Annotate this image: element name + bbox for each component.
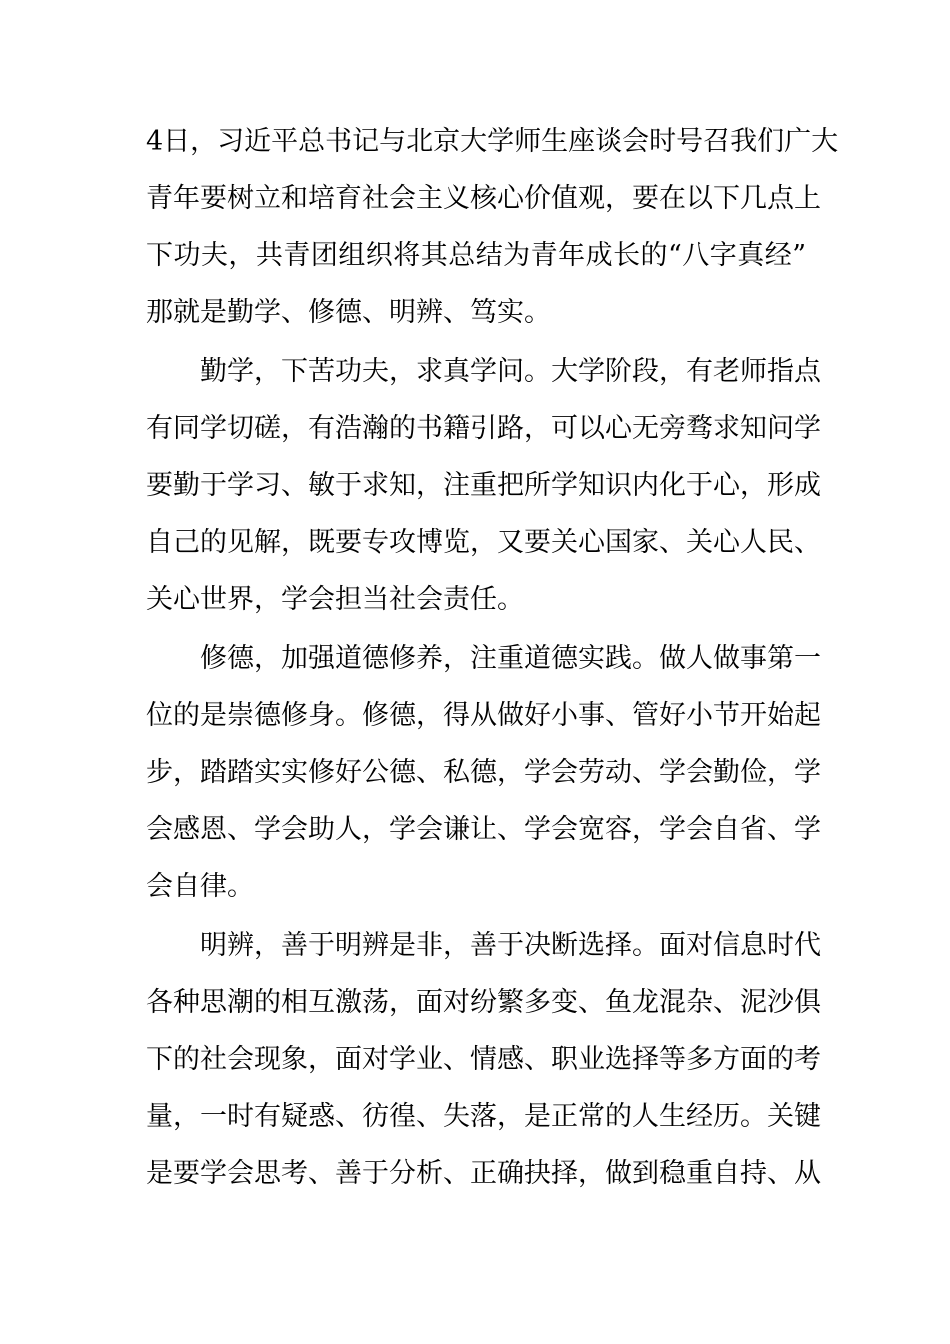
text-line: 下功夫，共青团组织将其总结为青年成长的“八字真经” (146, 240, 806, 271)
text-line: 那就是勤学、修德、明辨、笃实。 (146, 297, 551, 328)
text-line: 下的社会现象，面对学业、情感、职业选择等多方面的考 (146, 1044, 821, 1075)
text-line: 步，踏踏实实修好公德、私德，学会劳动、学会勤俭，学 (146, 757, 821, 788)
text-line: 明辨，善于明辨是非，善于决断选择。面对信息时代 (200, 930, 821, 961)
text-line: 修德，加强道德修养，注重道德实践。做人做事第一 (200, 643, 821, 674)
text-line: 是要学会思考、善于分析、正确抉择，做到稳重自持、从 (146, 1158, 821, 1189)
text-line: 关心世界，学会担当社会责任。 (146, 584, 524, 615)
text-line: 各种思潮的相互激荡，面对纷繁多变、鱼龙混杂、泥沙俱 (146, 987, 821, 1018)
text-line: 有同学切磋，有浩瀚的书籍引路，可以心无旁骛求知问学 (146, 413, 821, 444)
text-line: 青年要树立和培育社会主义核心价值观，要在以下几点上 (146, 183, 821, 214)
text-line: 自己的见解，既要专攻博览，又要关心国家、关心人民、 (146, 527, 821, 558)
text-line: 量，一时有疑惑、彷徨、失落，是正常的人生经历。关键 (146, 1101, 821, 1132)
text-line: 位的是崇德修身。修德，得从做好小事、管好小节开始起 (146, 700, 821, 731)
text-line: 会感恩、学会助人，学会谦让、学会宽容，学会自省、学 (146, 814, 821, 845)
text-line: 4日，习近平总书记与北京大学师生座谈会时号召我们广大 (146, 126, 839, 157)
text-line: 要勤于学习、敏于求知，注重把所学知识内化于心，形成 (146, 470, 821, 501)
text-line: 勤学，下苦功夫，求真学问。大学阶段，有老师指点 (200, 356, 821, 387)
text-line: 会自律。 (146, 871, 254, 902)
